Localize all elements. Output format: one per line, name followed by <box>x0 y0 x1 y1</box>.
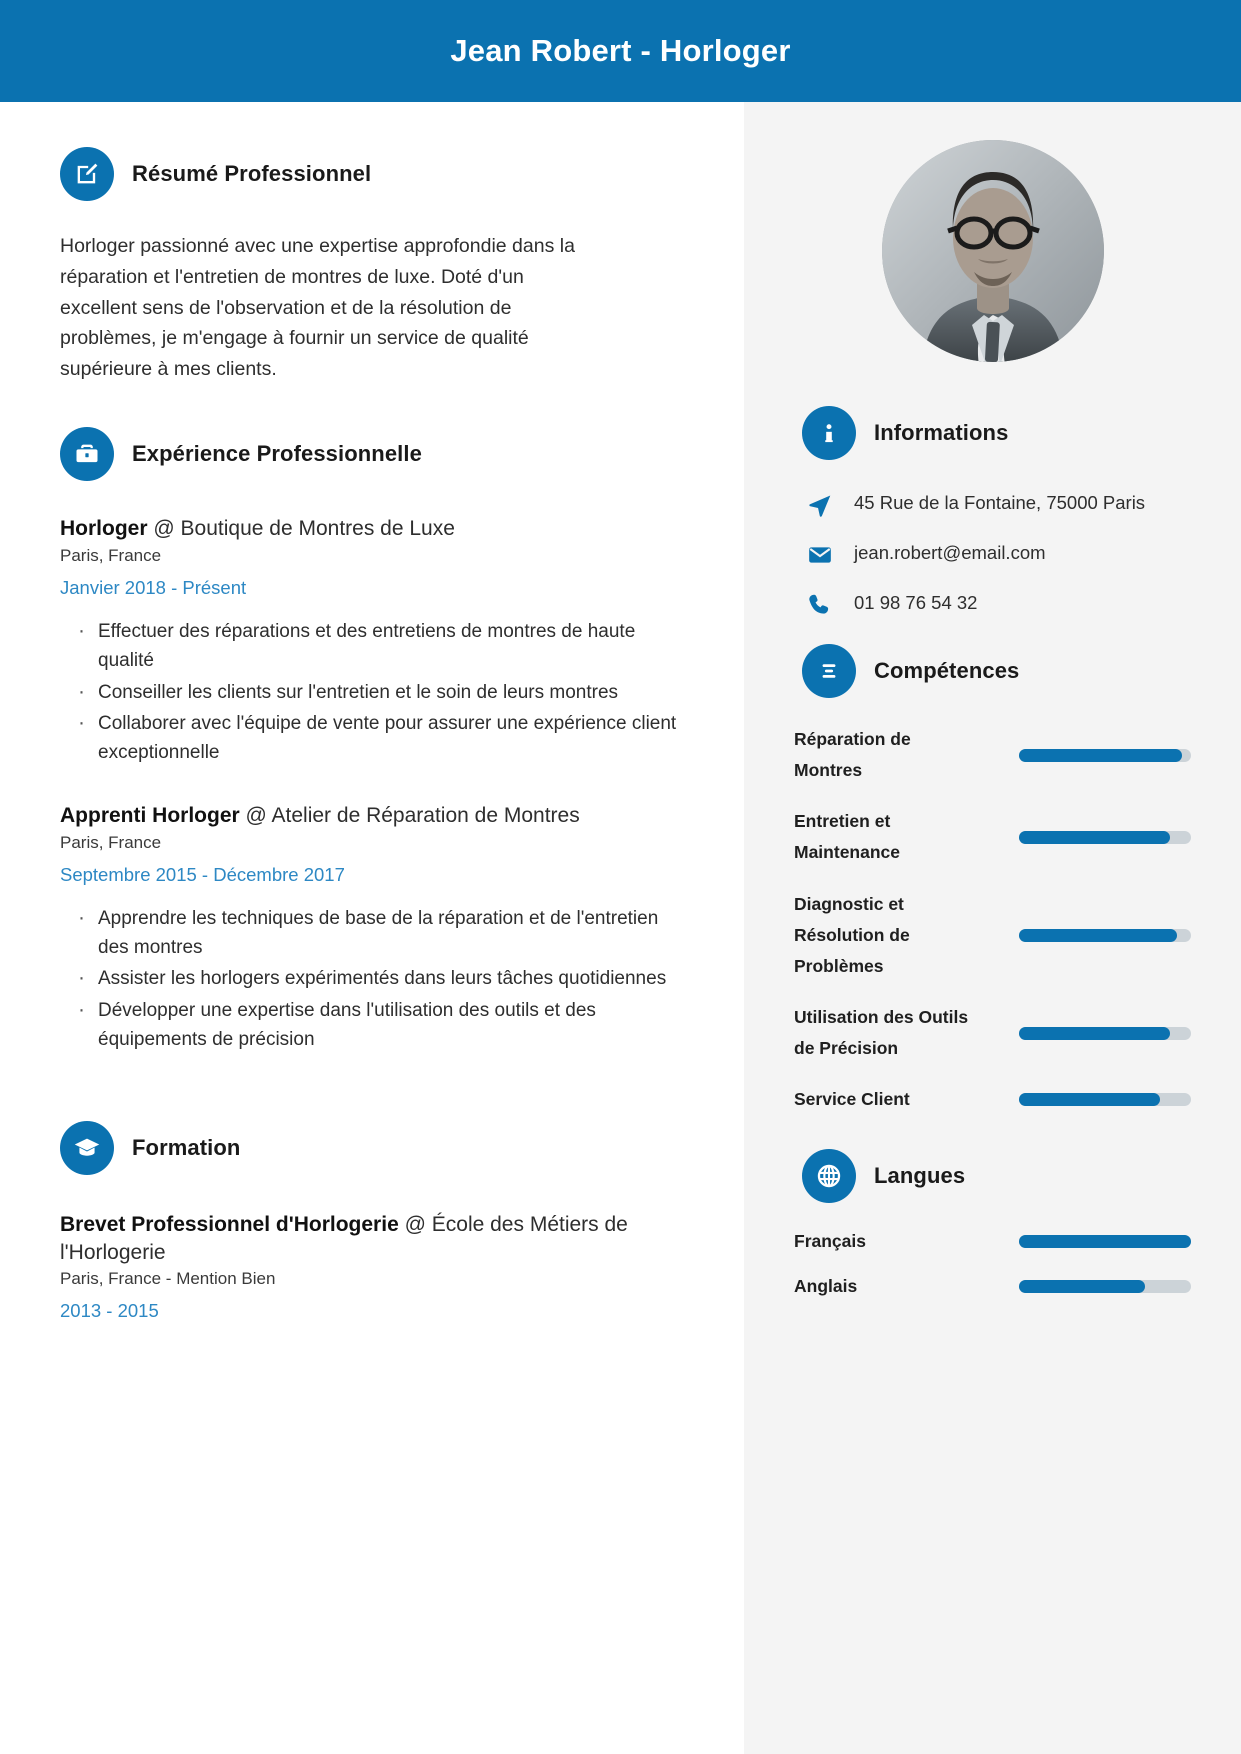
phone-icon <box>804 588 836 618</box>
experience-bullets <box>60 904 684 1055</box>
experience-location: Paris, France <box>60 832 162 852</box>
experience-entry-title <box>60 515 684 543</box>
list-item: · Développer une expertise dans l'utilisation des outils et des équipements de précision <box>78 996 684 1055</box>
experience-entry <box>60 515 684 768</box>
skill-label: Utilisation des Outils de Précision <box>794 1006 969 1059</box>
contact-email-row[interactable] <box>794 538 1191 568</box>
skill-row <box>794 724 1191 786</box>
skill-list <box>794 724 1191 1115</box>
education-section-title: Formation <box>132 1134 241 1160</box>
skills-section-title: Compétences <box>874 658 1020 683</box>
experience-company: Atelier de Réparation de Montres <box>271 803 580 827</box>
briefcase-icon <box>60 427 114 481</box>
skill-progress-bar <box>1019 1093 1191 1106</box>
envelope-icon <box>804 538 836 568</box>
sidebar <box>744 102 1241 1754</box>
language-row <box>794 1231 1191 1252</box>
language-progress-fill <box>1019 1280 1145 1293</box>
skill-row <box>794 889 1191 982</box>
experience-separator: @ <box>245 803 267 827</box>
avatar-container <box>794 140 1191 362</box>
experience-entry-title <box>60 802 684 830</box>
experience-section-header <box>60 427 684 481</box>
skills-section-header <box>802 644 1191 698</box>
languages-section-title: Langues <box>874 1163 966 1189</box>
skill-progress-fill <box>1019 1093 1160 1106</box>
education-date: 2013 - 2015 <box>60 1300 159 1322</box>
experience-bullets <box>60 617 684 768</box>
list-item: · Assister les horlogers expérimentés dans leurs tâches quotidiennes <box>78 964 684 993</box>
education-section-header <box>60 1121 684 1175</box>
location-arrow-icon <box>804 488 836 518</box>
experience-date: Septembre 2015 - Décembre 2017 <box>60 863 345 885</box>
skill-label: Service Client <box>794 1089 910 1110</box>
education-degree: Brevet Professionnel d'Horlogerie <box>60 1212 399 1236</box>
education-school: École des Métiers de l'Horlogerie <box>60 1212 628 1264</box>
contact-address-value: 45 Rue de la Fontaine, 75000 Paris <box>854 492 1146 513</box>
skill-progress-bar <box>1019 749 1191 762</box>
main-column <box>0 102 744 1754</box>
information-section-header <box>802 406 1191 460</box>
experience-date: Janvier 2018 - Présent <box>60 576 247 598</box>
education-entry <box>60 1211 684 1322</box>
edit-pencil-square-icon <box>60 147 114 201</box>
language-progress-fill <box>1019 1235 1191 1248</box>
page-header <box>0 0 1241 102</box>
summary-section-title: Résumé Professionnel <box>132 161 372 186</box>
list-item: · Collaborer avec l'équipe de vente pour assurer une expérience client exceptionnelle <box>78 709 684 768</box>
skill-progress-bar <box>1019 929 1191 942</box>
skill-progress-fill <box>1019 749 1182 762</box>
language-progress-bar <box>1019 1280 1191 1293</box>
globe-icon <box>802 1149 856 1203</box>
list-item: · Conseiller les clients sur l'entretien et le soin de leurs montres <box>78 678 684 707</box>
education-separator: @ <box>404 1212 426 1236</box>
language-label: Anglais <box>794 1276 858 1297</box>
information-section-title: Informations <box>874 420 1009 445</box>
skill-progress-bar <box>1019 831 1191 844</box>
summary-section-header <box>60 147 684 201</box>
experience-role: Horloger <box>60 516 148 540</box>
avatar <box>882 140 1104 362</box>
experience-location: Paris, France <box>60 545 162 565</box>
experience-section-title: Expérience Professionnelle <box>132 440 422 466</box>
language-list <box>794 1231 1191 1297</box>
languages-section-header <box>802 1149 1191 1203</box>
contact-email-value: jean.robert@email.com <box>854 542 1046 563</box>
skill-progress-fill <box>1019 929 1177 942</box>
skill-progress-fill <box>1019 1027 1170 1040</box>
skill-row <box>794 806 1191 868</box>
experience-company: Boutique de Montres de Luxe <box>180 516 455 540</box>
graduation-cap-icon <box>60 1121 114 1175</box>
list-item: · Effectuer des réparations et des entretiens de montres de haute qualité <box>78 617 684 676</box>
skill-label: Diagnostic et Résolution de Problèmes <box>794 893 910 976</box>
education-location: Paris, France - Mention Bien <box>60 1269 276 1289</box>
skill-label: Réparation de Montres <box>794 729 911 781</box>
language-label: Français <box>794 1231 866 1252</box>
info-circle-icon <box>802 406 856 460</box>
contact-list <box>794 488 1191 618</box>
summary-text: Horloger passionné avec une expertise approfondie dans la réparation et l'entretien de montres de luxe. Doté d'un excellent sens de l'observation et de la résolution de problèmes, je m'engage à fournir un service de qualité supérieure à mes clients. <box>60 235 575 381</box>
experience-separator: @ <box>153 516 175 540</box>
contact-address-row <box>794 488 1191 518</box>
language-row <box>794 1276 1191 1297</box>
experience-role: Apprenti Horloger <box>60 803 240 827</box>
education-entry-title <box>60 1211 684 1266</box>
contact-phone-row[interactable] <box>794 588 1191 618</box>
skill-row <box>794 1002 1191 1064</box>
list-item: · Apprendre les techniques de base de la réparation et de l'entretien des montres <box>78 904 684 963</box>
skill-label: Entretien et Maintenance <box>794 811 900 863</box>
skill-progress-bar <box>1019 1027 1191 1040</box>
list-lines-icon <box>802 644 856 698</box>
skill-progress-fill <box>1019 831 1170 844</box>
contact-phone-value: 01 98 76 54 32 <box>854 592 978 613</box>
experience-entry <box>60 802 684 1055</box>
language-progress-bar <box>1019 1235 1191 1248</box>
skill-row <box>794 1084 1191 1115</box>
page-title: Jean Robert - Horloger <box>450 33 791 68</box>
page-body <box>0 102 1241 1754</box>
